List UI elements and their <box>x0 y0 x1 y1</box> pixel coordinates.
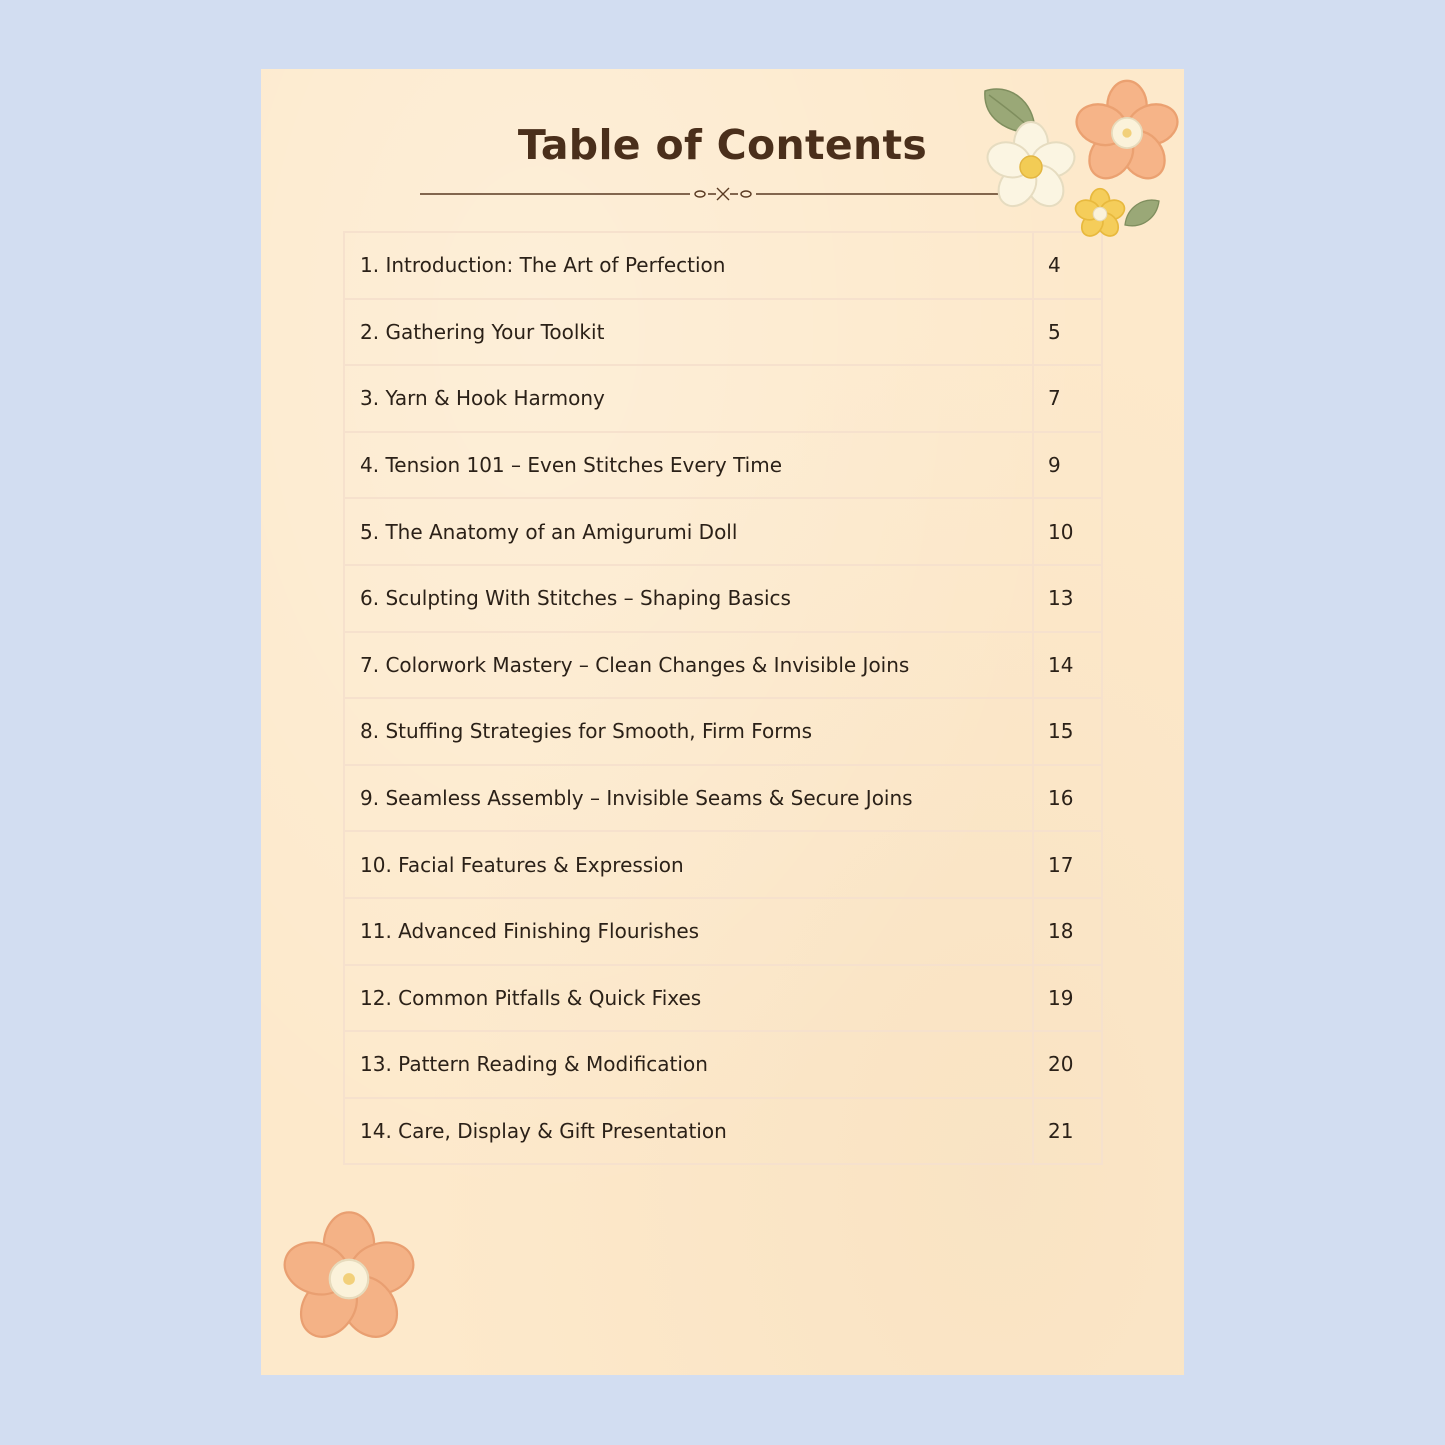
chapter-title: 5. The Anatomy of an Amigurumi Doll <box>344 498 1033 565</box>
table-row <box>344 365 1102 432</box>
page-number: 18 <box>1033 898 1102 965</box>
chapter-title: 7. Colorwork Mastery – Clean Changes & Invisible Joins <box>344 632 1033 699</box>
contents-table <box>343 231 1103 1165</box>
table-row <box>344 232 1102 299</box>
page-number: 16 <box>1033 765 1102 832</box>
page-number: 17 <box>1033 831 1102 898</box>
page-number: 13 <box>1033 565 1102 632</box>
page-number: 5 <box>1033 299 1102 366</box>
page-number: 7 <box>1033 365 1102 432</box>
table-row <box>344 898 1102 965</box>
page-number: 15 <box>1033 698 1102 765</box>
chapter-title: 8. Stuffing Strategies for Smooth, Firm Forms <box>344 698 1033 765</box>
leaf-icon <box>1121 195 1161 231</box>
page-number: 21 <box>1033 1098 1102 1165</box>
document-page <box>261 69 1184 1375</box>
chapter-title: 3. Yarn & Hook Harmony <box>344 365 1033 432</box>
chapter-title: 1. Introduction: The Art of Perfection <box>344 232 1033 299</box>
white-flower-icon <box>983 119 1079 215</box>
table-row <box>344 565 1102 632</box>
chapter-title: 9. Seamless Assembly – Invisible Seams & Secure Joins <box>344 765 1033 832</box>
chapter-title: 12. Common Pitfalls & Quick Fixes <box>344 965 1033 1032</box>
chapter-title: 10. Facial Features & Expression <box>344 831 1033 898</box>
page-number: 4 <box>1033 232 1102 299</box>
page-title: Table of Contents <box>517 121 928 169</box>
page-number: 14 <box>1033 632 1102 699</box>
page-number: 9 <box>1033 432 1102 499</box>
table-row <box>344 831 1102 898</box>
chapter-title: 2. Gathering Your Toolkit <box>344 299 1033 366</box>
table-row <box>344 632 1102 699</box>
peach-flower-icon <box>1069 75 1185 191</box>
table-row <box>344 299 1102 366</box>
table-row <box>344 498 1102 565</box>
page-number: 20 <box>1033 1031 1102 1098</box>
chapter-title: 13. Pattern Reading & Modification <box>344 1031 1033 1098</box>
table-row <box>344 432 1102 499</box>
table-row <box>344 698 1102 765</box>
yellow-flower-icon <box>1073 187 1127 241</box>
table-row <box>344 1098 1102 1165</box>
table-row <box>344 965 1102 1032</box>
chapter-title: 14. Care, Display & Gift Presentation <box>344 1098 1033 1165</box>
table-row <box>344 1031 1102 1098</box>
chapter-title: 4. Tension 101 – Even Stitches Every Time <box>344 432 1033 499</box>
page-number: 19 <box>1033 965 1102 1032</box>
peach-flower-icon <box>275 1205 423 1353</box>
chapter-title: 6. Sculpting With Stitches – Shaping Basics <box>344 565 1033 632</box>
ornamental-divider <box>420 184 1026 204</box>
page-number: 10 <box>1033 498 1102 565</box>
table-row <box>344 765 1102 832</box>
chapter-title: 11. Advanced Finishing Flourishes <box>344 898 1033 965</box>
